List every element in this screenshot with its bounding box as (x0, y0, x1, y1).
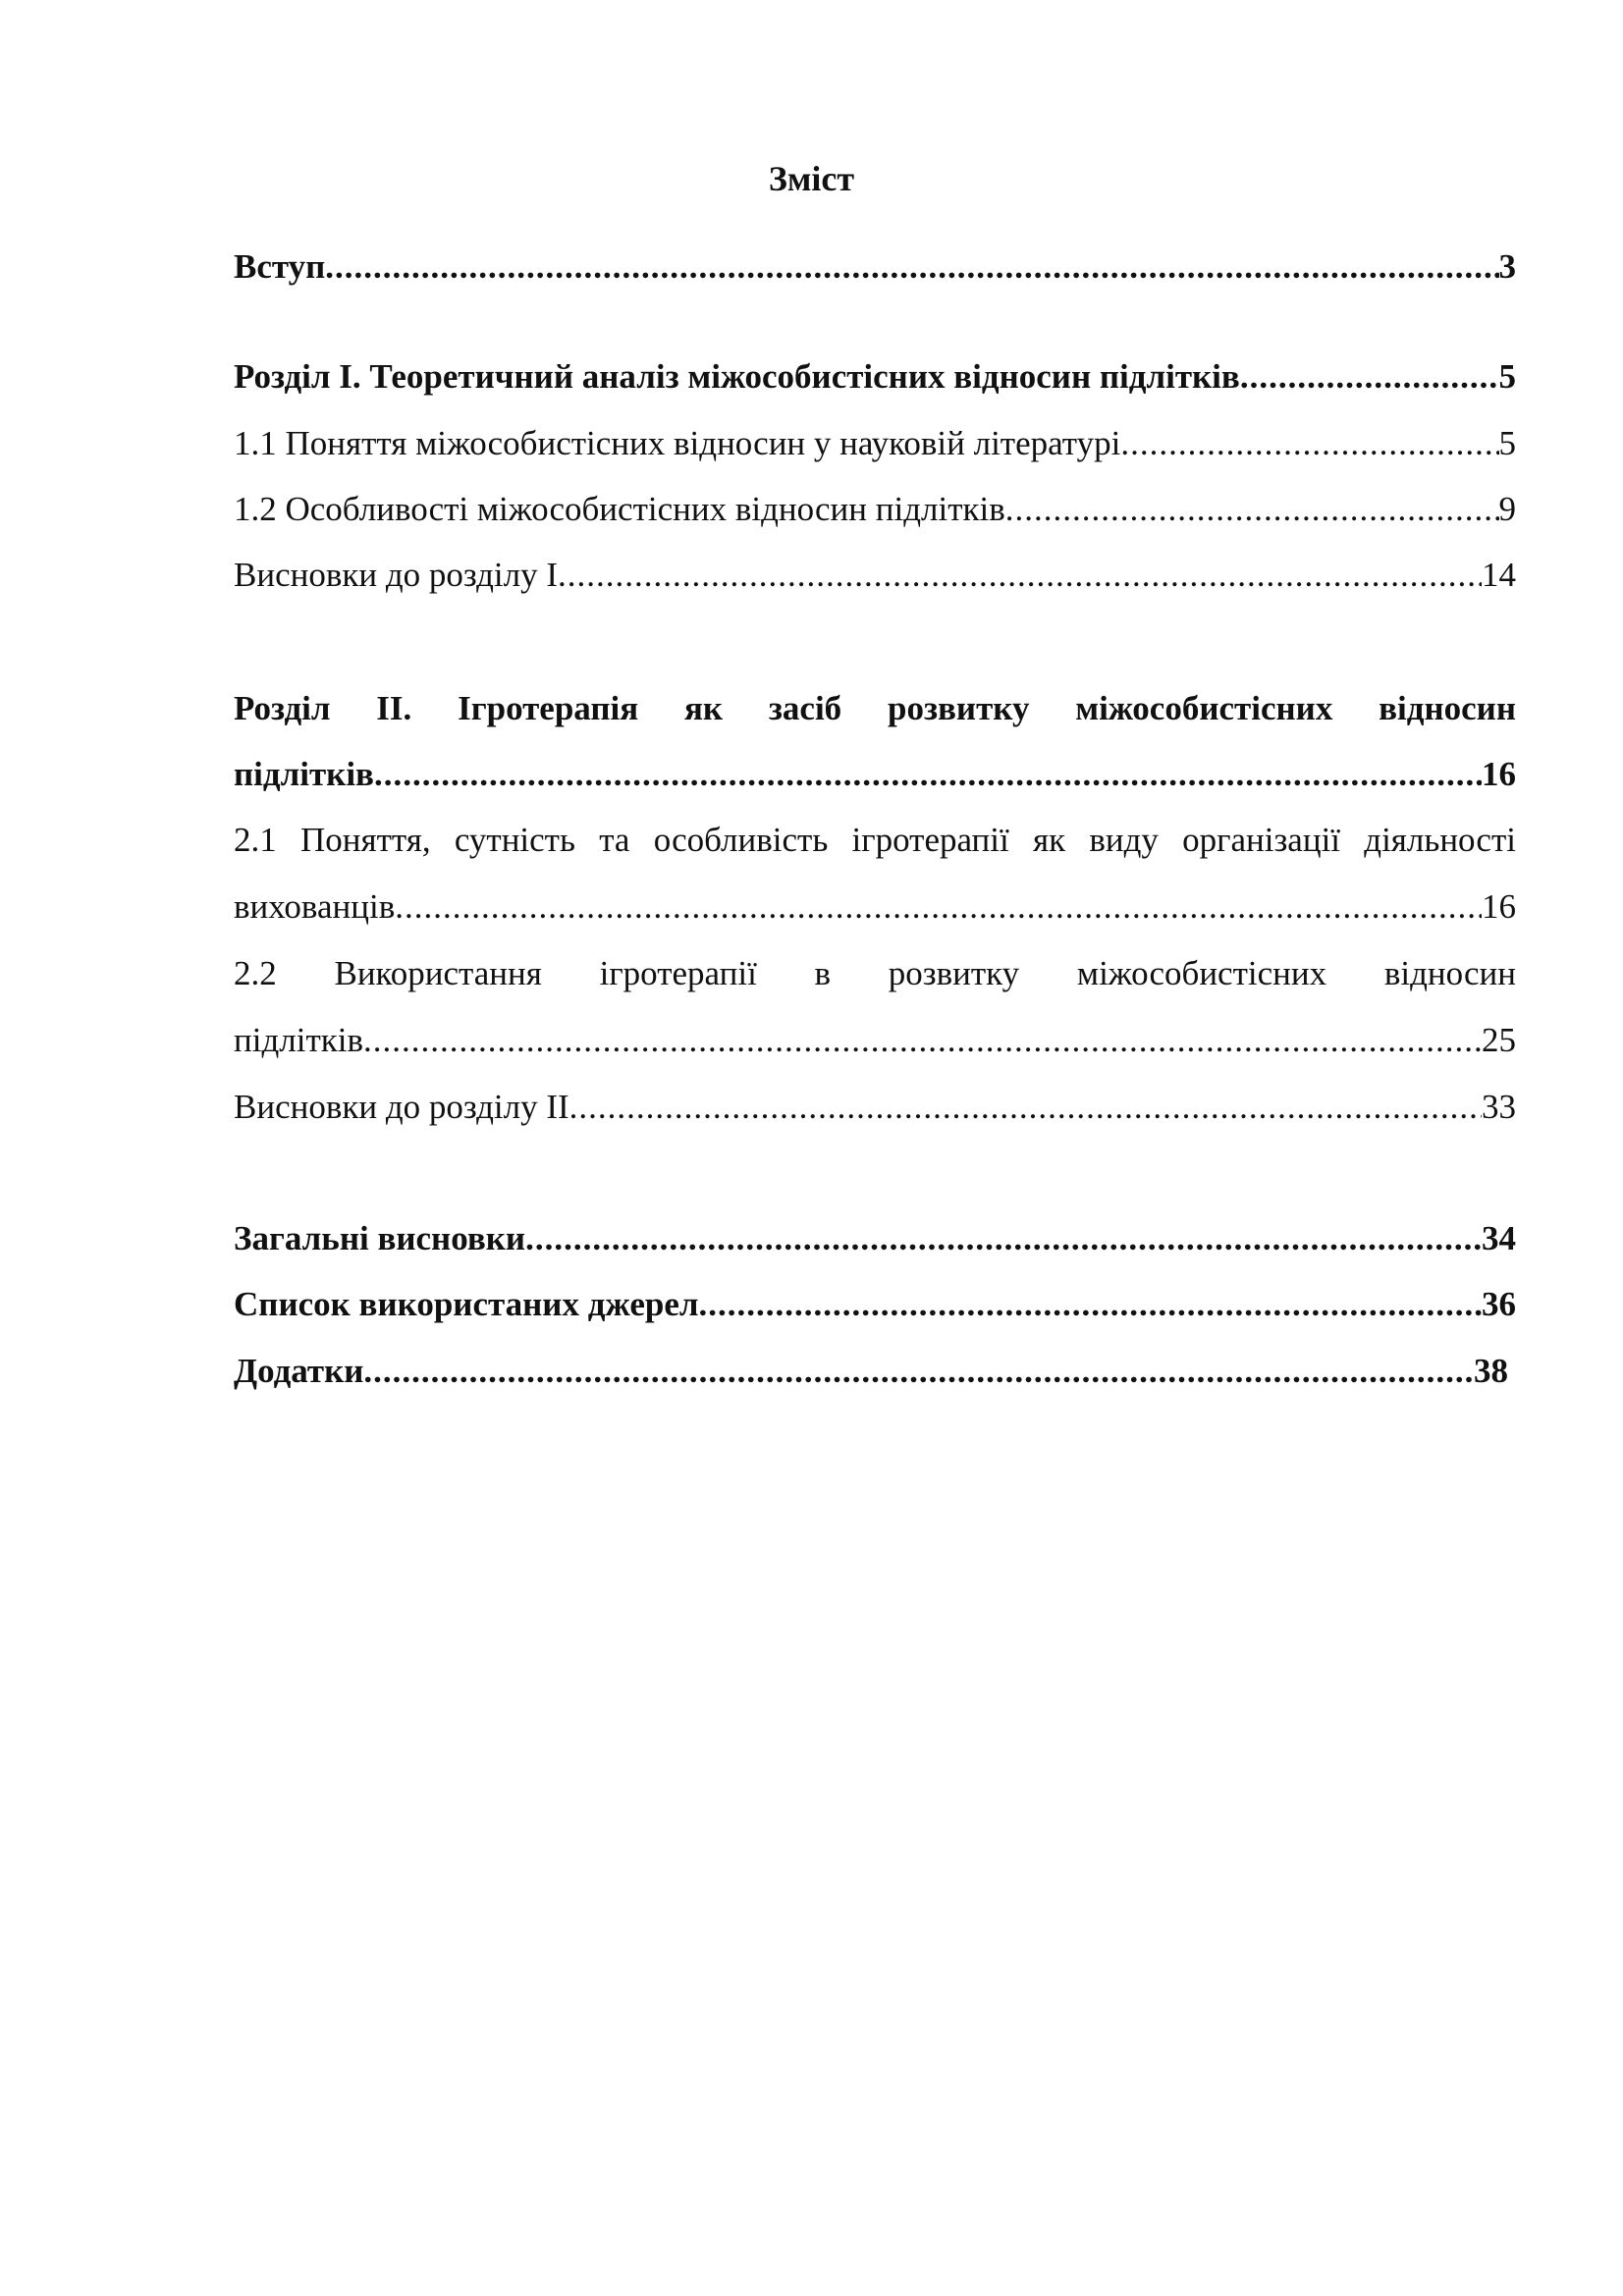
toc-entry-text-line2: підлітків (234, 1021, 364, 1059)
toc-entry-page: 34 (1482, 1219, 1516, 1257)
toc-entry-text: Розділ I. Теоретичний аналіз міжособистісних відносин підлітків (234, 357, 1240, 396)
toc-leader-dots (395, 885, 1482, 929)
toc-leader-dots (525, 1217, 1482, 1260)
toc-entry-text-line2: вихованців (234, 887, 396, 926)
toc-entry-page: 33 (1482, 1088, 1516, 1126)
toc-entry-appendices[interactable] (234, 1350, 1508, 1393)
toc-entry-text: Висновки до розділу I (234, 556, 559, 594)
toc-leader-dots (363, 1019, 1482, 1062)
toc-entry-page: 38 (1474, 1352, 1508, 1390)
toc-entry-page: 36 (1482, 1285, 1516, 1323)
toc-entry-section-1-1[interactable] (234, 422, 1516, 465)
toc-entry-section-1-2[interactable] (234, 488, 1516, 531)
toc-entry-introduction[interactable] (234, 245, 1516, 289)
toc-entry-text: Висновки до розділу ІІ (234, 1088, 569, 1126)
toc-entry-text: Додатки (234, 1352, 364, 1390)
toc-leader-dots (699, 1283, 1483, 1326)
toc-entry-conclusions-2[interactable] (234, 1086, 1516, 1129)
toc-entry-page: 5 (1498, 357, 1516, 396)
toc-entry-text: 1.2 Особливості міжособистісних відносин підлітків (234, 490, 1005, 528)
toc-entry-text: Загальні висновки (234, 1219, 526, 1257)
toc-leader-dots (374, 753, 1482, 796)
toc-entry-page: 5 (1498, 424, 1516, 462)
toc-leader-dots (1005, 488, 1499, 531)
toc-entry-text: Вступ (234, 247, 326, 286)
toc-entry-page: 14 (1482, 556, 1516, 594)
toc-entry-page: 16 (1482, 755, 1516, 793)
toc-entry-chapter-1[interactable] (234, 355, 1516, 399)
toc-entry-page: 16 (1482, 887, 1516, 926)
toc-entry-chapter-2[interactable] (234, 687, 1516, 796)
toc-entry-conclusions-1[interactable] (234, 554, 1516, 597)
toc-entry-page: 3 (1498, 247, 1516, 286)
toc-entry-page: 25 (1482, 1021, 1516, 1059)
toc-entry-text-line1: 2.2 Використання ігротерапії в розвитку міжособистісних відносин (234, 954, 1516, 992)
toc-entry-section-2-2[interactable] (234, 952, 1516, 1062)
table-of-contents (234, 0, 1516, 1472)
toc-leader-dots (1240, 355, 1499, 399)
toc-entry-references[interactable] (234, 1283, 1516, 1326)
toc-leader-dots (569, 1086, 1482, 1129)
toc-leader-dots (558, 554, 1482, 597)
toc-leader-dots (1120, 422, 1498, 465)
toc-entry-text: Список використаних джерел (234, 1285, 699, 1323)
toc-entry-section-2-1[interactable] (234, 819, 1516, 929)
toc-entry-page: 9 (1498, 490, 1516, 528)
toc-title: Зміст (768, 159, 855, 198)
toc-entry-text: 1.1 Поняття міжособистісних відносин у науковій літературі (234, 424, 1121, 462)
toc-leader-dots (325, 245, 1498, 289)
toc-entry-general-conclusions[interactable] (234, 1217, 1516, 1260)
toc-entry-text-line1: 2.1 Поняття, сутність та особливість ігротерапії як виду організації діяльності (234, 821, 1516, 859)
toc-entry-text-line1: Розділ ІІ. Ігротерапія як засіб розвитку міжособистісних відносин (234, 689, 1516, 727)
toc-entry-text-line2: підлітків (234, 755, 374, 793)
toc-leader-dots (363, 1350, 1474, 1393)
